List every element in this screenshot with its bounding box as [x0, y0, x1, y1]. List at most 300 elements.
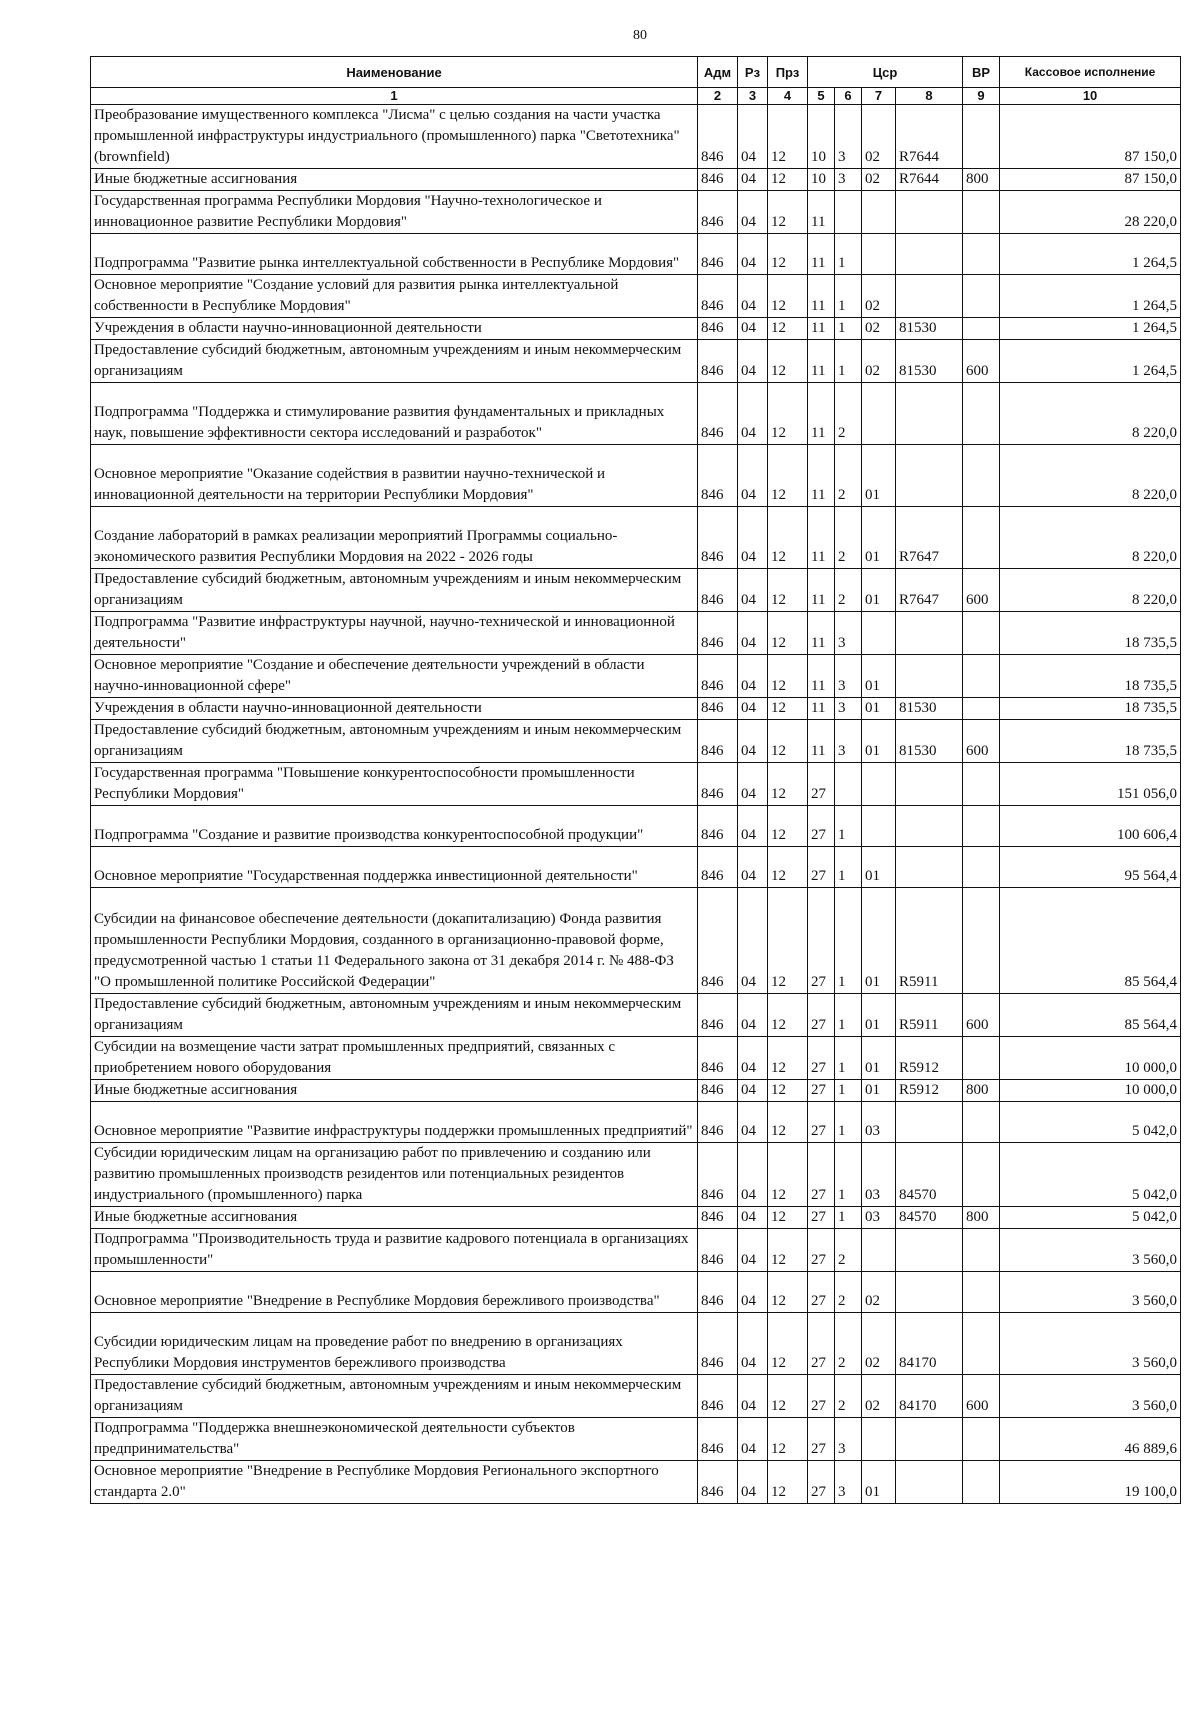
cell-vr: [963, 698, 1000, 720]
cell-amount: 1 264,5: [1000, 340, 1181, 383]
cell-c6: 3: [835, 105, 862, 169]
cell-rz: 04: [738, 1080, 768, 1102]
cell-c7: 02: [862, 1272, 896, 1313]
cell-c7: 01: [862, 445, 896, 507]
cell-c6: 1: [835, 275, 862, 318]
cell-vr: [963, 191, 1000, 234]
table-row: [91, 1229, 1181, 1272]
cell-rz: 04: [738, 806, 768, 847]
cell-vr: [963, 1313, 1000, 1375]
cell-c6: 2: [835, 383, 862, 445]
cell-c6: [835, 763, 862, 806]
table-row: [91, 1037, 1181, 1080]
column-number: 4: [768, 88, 808, 105]
cell-prz: 12: [768, 1272, 808, 1313]
header-vr: ВР: [963, 57, 1000, 88]
cell-c8: R7647: [896, 507, 963, 569]
cell-rz: 04: [738, 888, 768, 994]
table-row: [91, 169, 1181, 191]
cell-rz: 04: [738, 1102, 768, 1143]
cell-prz: 12: [768, 1375, 808, 1418]
cell-rz: 04: [738, 569, 768, 612]
cell-c5: 27: [808, 763, 835, 806]
cell-prz: 12: [768, 806, 808, 847]
column-number: 8: [896, 88, 963, 105]
cell-c5: 27: [808, 1080, 835, 1102]
cell-adm: 846: [698, 888, 738, 994]
cell-c8: [896, 806, 963, 847]
cell-rz: 04: [738, 698, 768, 720]
cell-c5: 11: [808, 318, 835, 340]
cell-prz: 12: [768, 994, 808, 1037]
cell-c6: 1: [835, 806, 862, 847]
cell-adm: 846: [698, 720, 738, 763]
cell-rz: 04: [738, 445, 768, 507]
cell-vr: [963, 1229, 1000, 1272]
cell-name: Предоставление субсидий бюджетным, автономным учреждениям и иным некоммерческим организациям: [91, 1375, 698, 1418]
cell-c8: 81530: [896, 318, 963, 340]
cell-c6: 1: [835, 234, 862, 275]
table-row: [91, 569, 1181, 612]
cell-name: Иные бюджетные ассигнования: [91, 169, 698, 191]
cell-adm: 846: [698, 569, 738, 612]
cell-c6: 1: [835, 318, 862, 340]
cell-c8: [896, 1418, 963, 1461]
cell-prz: 12: [768, 698, 808, 720]
cell-adm: 846: [698, 655, 738, 698]
cell-rz: 04: [738, 105, 768, 169]
cell-rz: 04: [738, 1461, 768, 1504]
cell-prz: 12: [768, 1207, 808, 1229]
cell-name: Основное мероприятие "Развитие инфраструктуры поддержки промышленных предприятий": [91, 1102, 698, 1143]
cell-c6: 2: [835, 1375, 862, 1418]
cell-vr: [963, 105, 1000, 169]
cell-adm: 846: [698, 698, 738, 720]
cell-name: Учреждения в области научно-инновационной деятельности: [91, 318, 698, 340]
cell-c8: R7644: [896, 169, 963, 191]
cell-adm: 846: [698, 1313, 738, 1375]
column-number: 2: [698, 88, 738, 105]
cell-adm: 846: [698, 383, 738, 445]
cell-c8: 81530: [896, 340, 963, 383]
cell-prz: 12: [768, 1080, 808, 1102]
cell-c7: 03: [862, 1102, 896, 1143]
cell-c7: [862, 1418, 896, 1461]
cell-c5: 27: [808, 1375, 835, 1418]
cell-amount: 151 056,0: [1000, 763, 1181, 806]
cell-rz: 04: [738, 1143, 768, 1207]
cell-c6: 2: [835, 445, 862, 507]
cell-vr: [963, 1461, 1000, 1504]
cell-vr: [963, 1143, 1000, 1207]
cell-c5: 27: [808, 1143, 835, 1207]
cell-c5: 27: [808, 1272, 835, 1313]
cell-vr: [963, 1102, 1000, 1143]
cell-rz: 04: [738, 383, 768, 445]
cell-rz: 04: [738, 169, 768, 191]
table-row: [91, 655, 1181, 698]
cell-c6: 1: [835, 1143, 862, 1207]
cell-rz: 04: [738, 612, 768, 655]
cell-c7: [862, 191, 896, 234]
cell-c6: 1: [835, 1207, 862, 1229]
cell-prz: 12: [768, 340, 808, 383]
cell-name: Субсидии юридическим лицам на проведение работ по внедрению в организациях Республики Мордовия инструментов бережливого производства: [91, 1313, 698, 1375]
cell-c7: [862, 806, 896, 847]
cell-c5: 11: [808, 655, 835, 698]
cell-rz: 04: [738, 655, 768, 698]
table-row: [91, 1272, 1181, 1313]
cell-c7: [862, 383, 896, 445]
cell-adm: 846: [698, 445, 738, 507]
cell-vr: [963, 275, 1000, 318]
column-number-row: [91, 88, 1181, 105]
cell-name: Подпрограмма "Развитие рынка интеллектуальной собственности в Республике Мордовия": [91, 234, 698, 275]
cell-prz: 12: [768, 318, 808, 340]
cell-rz: 04: [738, 234, 768, 275]
cell-c6: 3: [835, 720, 862, 763]
cell-amount: 18 735,5: [1000, 698, 1181, 720]
cell-prz: 12: [768, 763, 808, 806]
cell-c7: 02: [862, 275, 896, 318]
column-number: 6: [835, 88, 862, 105]
cell-c8: [896, 1102, 963, 1143]
cell-adm: 846: [698, 994, 738, 1037]
cell-vr: [963, 383, 1000, 445]
column-number: 1: [91, 88, 698, 105]
cell-prz: 12: [768, 1461, 808, 1504]
cell-vr: 600: [963, 340, 1000, 383]
cell-c8: 84570: [896, 1207, 963, 1229]
cell-rz: 04: [738, 340, 768, 383]
cell-prz: 12: [768, 105, 808, 169]
cell-prz: 12: [768, 1143, 808, 1207]
cell-c7: 01: [862, 994, 896, 1037]
cell-c7: 01: [862, 698, 896, 720]
table-row: [91, 612, 1181, 655]
cell-adm: 846: [698, 1102, 738, 1143]
cell-prz: 12: [768, 445, 808, 507]
cell-name: Основное мероприятие "Создание и обеспечение деятельности учреждений в области научно-инновационной сфере": [91, 655, 698, 698]
cell-c5: 11: [808, 275, 835, 318]
cell-amount: 3 560,0: [1000, 1272, 1181, 1313]
column-number: 5: [808, 88, 835, 105]
cell-c7: 02: [862, 105, 896, 169]
cell-prz: 12: [768, 888, 808, 994]
cell-amount: 8 220,0: [1000, 507, 1181, 569]
cell-prz: 12: [768, 569, 808, 612]
cell-prz: 12: [768, 847, 808, 888]
cell-vr: [963, 1037, 1000, 1080]
cell-c7: 01: [862, 1461, 896, 1504]
table-row: [91, 698, 1181, 720]
cell-c6: 2: [835, 1272, 862, 1313]
cell-c8: R5912: [896, 1037, 963, 1080]
cell-c8: 81530: [896, 720, 963, 763]
cell-c6: 1: [835, 1102, 862, 1143]
cell-name: Преобразование имущественного комплекса "Лисма" с целью создания на части участка промышленной инфраструктуры индустриального (промышленного) парка "Светотехника" (brownfield): [91, 105, 698, 169]
cell-c6: 3: [835, 655, 862, 698]
cell-adm: 846: [698, 612, 738, 655]
cell-amount: 100 606,4: [1000, 806, 1181, 847]
cell-c6: 1: [835, 1080, 862, 1102]
cell-c7: 02: [862, 1313, 896, 1375]
cell-vr: [963, 234, 1000, 275]
budget-table: [90, 56, 1181, 1504]
cell-c8: [896, 1229, 963, 1272]
cell-c7: 01: [862, 1080, 896, 1102]
cell-rz: 04: [738, 1272, 768, 1313]
cell-c8: [896, 847, 963, 888]
cell-c7: 02: [862, 169, 896, 191]
cell-rz: 04: [738, 1418, 768, 1461]
cell-c5: 11: [808, 234, 835, 275]
table-row: [91, 275, 1181, 318]
cell-amount: 18 735,5: [1000, 655, 1181, 698]
cell-c8: [896, 191, 963, 234]
cell-amount: 87 150,0: [1000, 105, 1181, 169]
cell-amount: 85 564,4: [1000, 888, 1181, 994]
cell-prz: 12: [768, 191, 808, 234]
table-row: [91, 720, 1181, 763]
cell-c8: [896, 612, 963, 655]
cell-c7: 01: [862, 1037, 896, 1080]
cell-prz: 12: [768, 612, 808, 655]
cell-name: Предоставление субсидий бюджетным, автономным учреждениям и иным некоммерческим организациям: [91, 720, 698, 763]
cell-c5: 10: [808, 105, 835, 169]
cell-c8: [896, 275, 963, 318]
cell-c6: 1: [835, 994, 862, 1037]
cell-amount: 8 220,0: [1000, 569, 1181, 612]
cell-c6: 2: [835, 569, 862, 612]
cell-name: Иные бюджетные ассигнования: [91, 1207, 698, 1229]
cell-adm: 846: [698, 1143, 738, 1207]
cell-amount: 5 042,0: [1000, 1102, 1181, 1143]
cell-amount: 3 560,0: [1000, 1229, 1181, 1272]
cell-adm: 846: [698, 169, 738, 191]
cell-c6: 2: [835, 1313, 862, 1375]
cell-amount: 10 000,0: [1000, 1080, 1181, 1102]
cell-amount: 18 735,5: [1000, 720, 1181, 763]
cell-c8: R7644: [896, 105, 963, 169]
cell-name: Иные бюджетные ассигнования: [91, 1080, 698, 1102]
cell-name: Подпрограмма "Развитие инфраструктуры научной, научно-технической и инновационной деятельности": [91, 612, 698, 655]
cell-vr: [963, 763, 1000, 806]
cell-rz: 04: [738, 507, 768, 569]
cell-c5: 27: [808, 847, 835, 888]
cell-c8: [896, 383, 963, 445]
column-number: 3: [738, 88, 768, 105]
cell-c7: 02: [862, 340, 896, 383]
cell-amount: 3 560,0: [1000, 1313, 1181, 1375]
cell-c6: 3: [835, 698, 862, 720]
cell-c6: 3: [835, 169, 862, 191]
header-amount: Кассовое исполнение: [1000, 57, 1181, 88]
cell-vr: [963, 1418, 1000, 1461]
table-row: [91, 888, 1181, 994]
cell-vr: [963, 507, 1000, 569]
table-row: [91, 234, 1181, 275]
cell-prz: 12: [768, 275, 808, 318]
table-row: [91, 1313, 1181, 1375]
cell-vr: 600: [963, 994, 1000, 1037]
header-adm: Адм: [698, 57, 738, 88]
column-number: 7: [862, 88, 896, 105]
cell-vr: [963, 806, 1000, 847]
cell-amount: 1 264,5: [1000, 318, 1181, 340]
cell-c7: [862, 234, 896, 275]
cell-c5: 27: [808, 1207, 835, 1229]
cell-c7: [862, 612, 896, 655]
header-rz: Рз: [738, 57, 768, 88]
cell-amount: 8 220,0: [1000, 383, 1181, 445]
cell-rz: 04: [738, 1375, 768, 1418]
cell-c8: [896, 445, 963, 507]
cell-rz: 04: [738, 720, 768, 763]
cell-amount: 87 150,0: [1000, 169, 1181, 191]
cell-rz: 04: [738, 1313, 768, 1375]
cell-c7: 02: [862, 318, 896, 340]
cell-adm: 846: [698, 507, 738, 569]
cell-amount: 3 560,0: [1000, 1375, 1181, 1418]
cell-name: Основное мероприятие "Государственная поддержка инвестиционной деятельности": [91, 847, 698, 888]
cell-c5: 27: [808, 1037, 835, 1080]
cell-amount: 5 042,0: [1000, 1143, 1181, 1207]
cell-prz: 12: [768, 655, 808, 698]
cell-adm: 846: [698, 1037, 738, 1080]
cell-c5: 11: [808, 720, 835, 763]
cell-c6: 1: [835, 888, 862, 994]
cell-amount: 1 264,5: [1000, 234, 1181, 275]
cell-adm: 846: [698, 1207, 738, 1229]
cell-vr: 600: [963, 569, 1000, 612]
cell-c8: 81530: [896, 698, 963, 720]
cell-vr: [963, 1272, 1000, 1313]
cell-name: Основное мероприятие "Внедрение в Республике Мордовия бережливого производства": [91, 1272, 698, 1313]
cell-rz: 04: [738, 275, 768, 318]
table-row: [91, 105, 1181, 169]
cell-name: Подпрограмма "Производительность труда и развитие кадрового потенциала в организациях промышленности": [91, 1229, 698, 1272]
cell-c8: 84570: [896, 1143, 963, 1207]
cell-c5: 27: [808, 994, 835, 1037]
cell-name: Подпрограмма "Создание и развитие производства конкурентоспособной продукции": [91, 806, 698, 847]
cell-vr: [963, 847, 1000, 888]
cell-c6: 1: [835, 1037, 862, 1080]
cell-c5: 27: [808, 1102, 835, 1143]
cell-prz: 12: [768, 1229, 808, 1272]
cell-name: Создание лабораторий в рамках реализации мероприятий Программы социально-экономического развития Республики Мордовия на 2022 - 2026 годы: [91, 507, 698, 569]
cell-vr: [963, 445, 1000, 507]
cell-c5: 27: [808, 806, 835, 847]
cell-adm: 846: [698, 275, 738, 318]
cell-name: Подпрограмма "Поддержка внешнеэкономической деятельности субъектов предпринимательства": [91, 1418, 698, 1461]
cell-c5: 11: [808, 698, 835, 720]
cell-vr: 600: [963, 720, 1000, 763]
cell-c6: 2: [835, 1229, 862, 1272]
cell-c5: 11: [808, 507, 835, 569]
cell-adm: 846: [698, 806, 738, 847]
cell-name: Государственная программа Республики Мордовия "Научно-технологическое и инновационное развитие Республики Мордовия": [91, 191, 698, 234]
table-row: [91, 806, 1181, 847]
cell-c7: 03: [862, 1143, 896, 1207]
cell-c7: 01: [862, 888, 896, 994]
cell-c7: 01: [862, 569, 896, 612]
cell-rz: 04: [738, 847, 768, 888]
cell-prz: 12: [768, 1418, 808, 1461]
cell-amount: 10 000,0: [1000, 1037, 1181, 1080]
cell-vr: 800: [963, 1080, 1000, 1102]
table-row: [91, 1080, 1181, 1102]
cell-adm: 846: [698, 1461, 738, 1504]
cell-adm: 846: [698, 105, 738, 169]
cell-c5: 11: [808, 191, 835, 234]
cell-name: Государственная программа "Повышение конкурентоспособности промышленности Республики Мордовия": [91, 763, 698, 806]
cell-c6: 3: [835, 1418, 862, 1461]
cell-c6: [835, 191, 862, 234]
cell-amount: 5 042,0: [1000, 1207, 1181, 1229]
cell-adm: 846: [698, 1229, 738, 1272]
cell-c8: 84170: [896, 1375, 963, 1418]
cell-vr: 600: [963, 1375, 1000, 1418]
cell-rz: 04: [738, 191, 768, 234]
header-csr: Цср: [808, 57, 963, 88]
cell-rz: 04: [738, 994, 768, 1037]
cell-c8: [896, 1272, 963, 1313]
cell-name: Субсидии на финансовое обеспечение деятельности (докапитализацию) Фонда развития промышленности Республики Мордовия, созданного в организационно-правовой форме, предусмотренной частью 1 статьи 11 Федерального закона от 31 декабря 2014 г. № 488-ФЗ "О промышленной политике Российской Федерации": [91, 888, 698, 994]
table-row: [91, 847, 1181, 888]
table-row: [91, 1418, 1181, 1461]
cell-amount: 19 100,0: [1000, 1461, 1181, 1504]
cell-adm: 846: [698, 318, 738, 340]
cell-c8: R5911: [896, 888, 963, 994]
column-number: 10: [1000, 88, 1181, 105]
cell-c5: 27: [808, 888, 835, 994]
cell-vr: [963, 612, 1000, 655]
table-row: [91, 994, 1181, 1037]
cell-adm: 846: [698, 191, 738, 234]
cell-adm: 846: [698, 234, 738, 275]
table-body: [91, 105, 1181, 1504]
cell-c8: [896, 234, 963, 275]
cell-prz: 12: [768, 1037, 808, 1080]
cell-amount: 95 564,4: [1000, 847, 1181, 888]
cell-amount: 85 564,4: [1000, 994, 1181, 1037]
cell-c7: 03: [862, 1207, 896, 1229]
cell-c5: 11: [808, 569, 835, 612]
cell-c8: [896, 655, 963, 698]
cell-name: Основное мероприятие "Создание условий для развития рынка интеллектуальной собственности в Республике Мордовия": [91, 275, 698, 318]
cell-c5: 11: [808, 340, 835, 383]
cell-adm: 846: [698, 1272, 738, 1313]
table-row: [91, 340, 1181, 383]
cell-amount: 1 264,5: [1000, 275, 1181, 318]
table-row: [91, 445, 1181, 507]
cell-c5: 11: [808, 383, 835, 445]
cell-name: Подпрограмма "Поддержка и стимулирование развития фундаментальных и прикладных наук, повышение эффективности сектора исследований и разработок": [91, 383, 698, 445]
cell-adm: 846: [698, 340, 738, 383]
table-row: [91, 191, 1181, 234]
cell-c6: 1: [835, 340, 862, 383]
cell-c8: R5911: [896, 994, 963, 1037]
table-row: [91, 1143, 1181, 1207]
cell-c5: 11: [808, 612, 835, 655]
cell-rz: 04: [738, 318, 768, 340]
cell-adm: 846: [698, 1418, 738, 1461]
cell-c5: 27: [808, 1313, 835, 1375]
header-prz: Прз: [768, 57, 808, 88]
table-row: [91, 318, 1181, 340]
cell-vr: [963, 318, 1000, 340]
